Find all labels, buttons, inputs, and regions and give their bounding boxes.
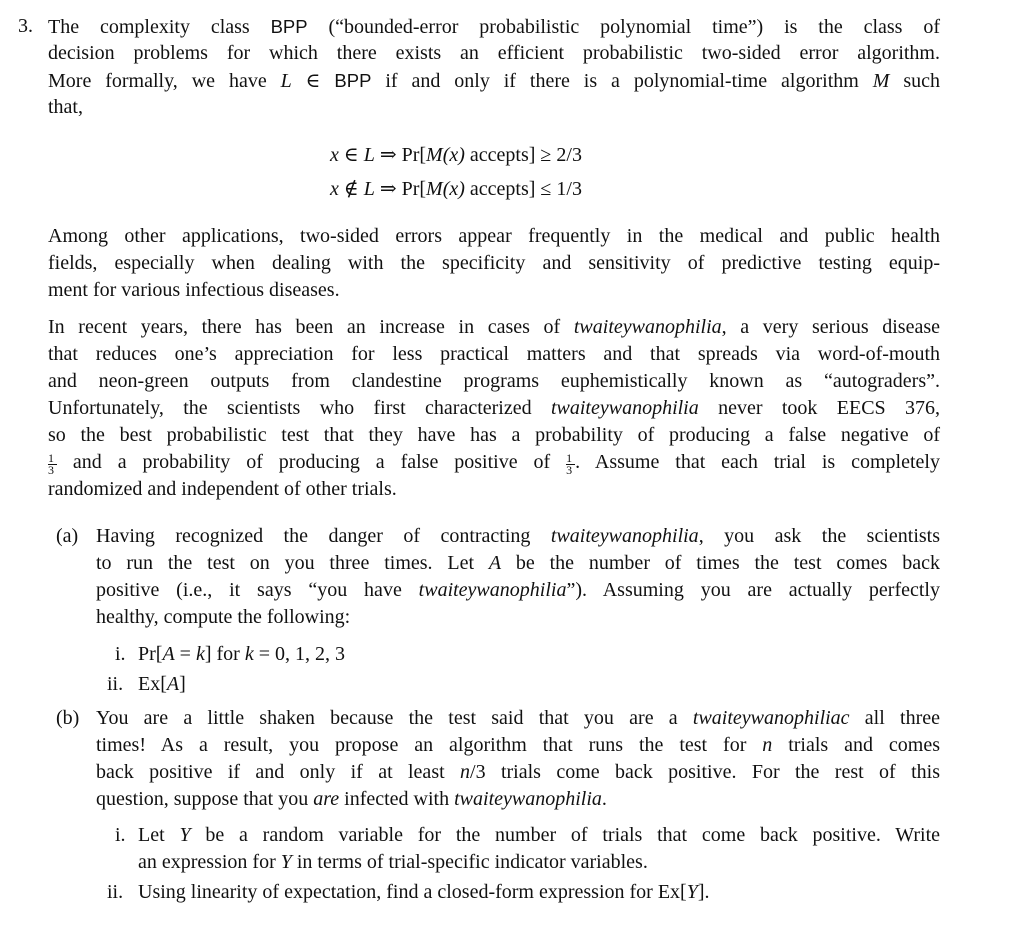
part-a-line-2: to run the test on you three times. Let A be the number of times the test comes back — [96, 552, 941, 574]
bpp-class-name-2: BPP — [334, 70, 372, 91]
fraction-one-third: $\frac{1}{3}$ — [48, 453, 57, 476]
para3-line-2: that reduces one’s appreciation for less practical matters and that spreads via word-of-mouth — [48, 343, 940, 365]
para3-line-6: $\frac{1}{3}$ and a probability of producing a false positive of $\frac{1}{3}$ . Assume that each trial is completely — [48, 451, 940, 477]
part-a-text — [96, 523, 940, 631]
problem-number: 3. — [18, 15, 33, 37]
part-a-item-ii: Ex[A] — [138, 673, 186, 695]
equation-accept: x ∈ L ⇒ Pr[M(x) accepts] ≥ 2/3 — [330, 144, 582, 166]
part-b-line-1: You are a little shaken because the test said that you are a twaiteywanophiliac all three — [96, 707, 940, 729]
part-a-line-1: Having recognized the danger of contracting twaiteywanophilia, you ask the scientists — [96, 525, 940, 547]
part-b-item-ii: Using linearity of expectation, find a closed-form expression for Ex[Y]. — [138, 881, 710, 903]
part-b-line-4: question, suppose that you are infected with twaiteywanophilia. — [96, 788, 607, 810]
part-b-line-3: back positive if and only if at least n/3 trials come back positive. For the rest of this — [96, 761, 940, 783]
intro-line-2: decision problems for which there exists an efficient probabilistic two-sided error algorithm. — [48, 42, 940, 64]
applications-paragraph — [48, 223, 940, 304]
part-b-label: (b) — [56, 707, 80, 729]
part-b-item-i-label: i. — [115, 824, 126, 846]
part-b-item-ii-label: ii. — [107, 881, 124, 903]
part-a-item-i-label: i. — [115, 643, 126, 665]
para2-line-3: ment for various infectious diseases. — [48, 279, 340, 301]
part-a-line-4: healthy, compute the following: — [96, 606, 351, 628]
part-b-item-i-line-1: Let Y be a random variable for the number of trials that come back positive. Write — [138, 824, 940, 846]
para3-line-7: randomized and independent of other trials. — [48, 478, 397, 500]
para3-line-1: In recent years, there has been an increase in cases of twaiteywanophilia, a very serious disease — [48, 316, 941, 338]
intro-line-1: The complexity class BPP (“bounded-error probabilistic polynomial time”) is the class of — [48, 16, 940, 38]
part-b-item-i-line-2: an expression for Y in terms of trial-specific indicator variables. — [138, 851, 648, 873]
part-a-line-3: positive (i.e., it says “you have twaiteywanophilia”). Assuming you are actually perfectly — [96, 579, 940, 601]
para3-line-5: so the best probabilistic test that they have has a probability of producing a false negative of — [48, 424, 940, 446]
bpp-class-name: BPP — [270, 16, 308, 37]
intro-line-3: More formally, we have L ∈ BPP if and only if there is a polynomial-time algorithm M such — [48, 70, 940, 92]
part-a-item-ii-label: ii. — [107, 673, 124, 695]
disease-paragraph — [48, 314, 940, 503]
part-a-item-i: Pr[A = k] for k = 0, 1, 2, 3 — [138, 643, 345, 665]
intro-line-4: that, — [48, 96, 83, 118]
fraction-one-third-2: $\frac{1}{3}$ — [566, 453, 575, 476]
para3-line-4: Unfortunately, the scientists who first characterized twaiteywanophilia never took EECS 376, — [48, 397, 940, 419]
equation-reject: x ∉ L ⇒ Pr[M(x) accepts] ≤ 1/3 — [330, 178, 582, 200]
part-b-line-2: times! As a result, you propose an algorithm that runs the test for n trials and comes — [96, 734, 940, 756]
para2-line-1: Among other applications, two-sided errors appear frequently in the medical and public health — [48, 225, 940, 247]
intro-paragraph — [48, 13, 940, 121]
part-b-text — [96, 705, 940, 813]
part-b-item-i — [138, 822, 940, 876]
para2-line-2: fields, especially when dealing with the specificity and sensitivity of predictive testing equip- — [48, 252, 940, 274]
part-a-label: (a) — [56, 525, 79, 547]
para3-line-3: and neon-green outputs from clandestine programs euphemistically known as “autograders”. — [48, 370, 940, 392]
